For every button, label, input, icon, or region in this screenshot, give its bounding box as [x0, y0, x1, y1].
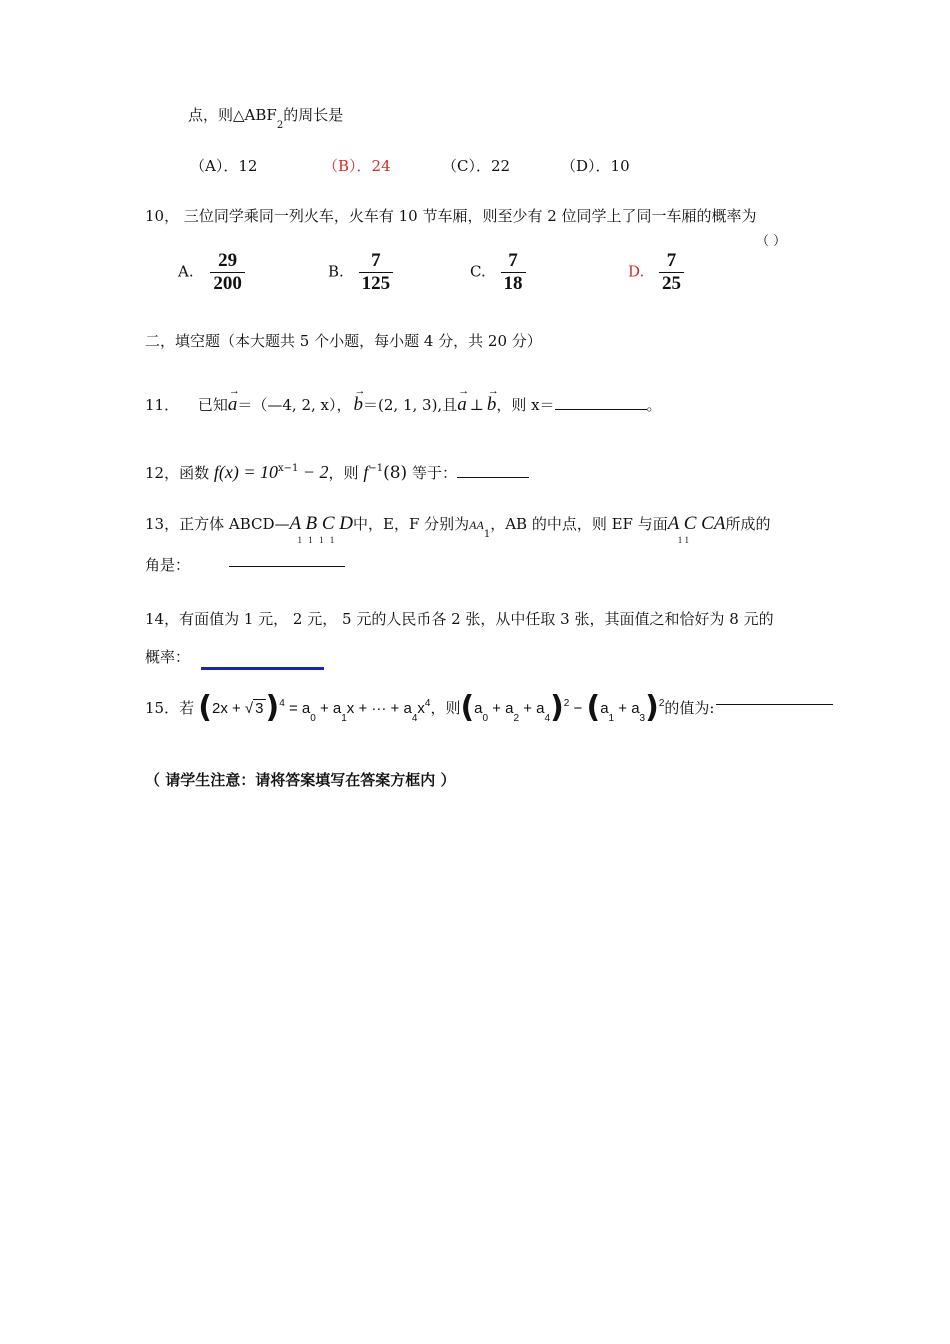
q13-answer-blank[interactable] [229, 552, 345, 567]
q12-answer-blank[interactable] [457, 477, 529, 478]
fraction: $\frac{7}{125}$ [359, 250, 394, 295]
q15-answer-blank[interactable] [716, 690, 833, 705]
q9-option-c: （C）．22 [442, 157, 511, 175]
q9-option-a: （A）．12 [190, 157, 258, 175]
q14-line1: 14，有面值为 1 元， 2 元， 5 元的人民币各 2 张，从中任取 3 张，其面值之和恰好为 8 元的 [145, 610, 774, 628]
q10-answer-paren: （ ） [756, 234, 787, 249]
q9-stem: 点，则$\triangle ABF_2$的周长是 [188, 106, 344, 131]
q10-option-c: C. $\frac{7}{18}$ [470, 250, 526, 295]
q9-option-d: （D）．10 [561, 157, 630, 175]
vector-a: → a [228, 394, 238, 416]
q14-answer-blank[interactable] [201, 652, 324, 670]
vector-b: → b [354, 394, 364, 416]
q13: 13，正方体 ABCD—A B C D 1 1 1 1 中，E，F 分别为$AA_1$，AB 的中点，则 EF 与面A C CA 1 1 所成的 [145, 513, 771, 545]
q10-stem: 10， 三位同学乘同一列火车，火车有 10 节车厢，则至少有 2 位同学上了同一车厢的概率为 [145, 207, 757, 225]
fraction: $\frac{7}{18}$ [501, 250, 526, 295]
q10-option-a: A. $\frac{29}{200}$ [178, 250, 245, 295]
q11-answer-blank[interactable] [555, 409, 647, 410]
section-title: 二，填空题（本大题共 5 个小题，每小题 4 分，共 20 分） [145, 332, 542, 350]
vector-a: → a [457, 394, 467, 416]
q14-line2: 概率： [145, 648, 191, 666]
q11: 11． 已知→ a＝（—4, 2, x），→ b＝(2, 1, 3),且→ a ⊥→ b，则 x＝ 。 [145, 394, 662, 416]
q9-option-b: （B）．24 [323, 157, 391, 175]
q15: 15．若 (2x + √ $3)^4 = a_0 + a_1x$ + ··· + $a_4x^4$，则$(a_0 + a_2 + a_4)^2 - (a_1 + a_3)^2$的值为: [145, 690, 715, 725]
vector-b: → b [487, 394, 497, 416]
q13-line2: 角是： [145, 556, 191, 574]
q12: 12，函数 $f(x) = 10^{x-1} - 2$，则 $f^{-1}(8)$ 等于： [145, 462, 529, 483]
student-note: （ 请学生注意：请将答案填写在答案方框内 ） [145, 771, 456, 789]
q10-option-d: D. $\frac{7}{25}$ [628, 250, 684, 295]
fraction: $\frac{7}{25}$ [659, 250, 684, 295]
fraction: $\frac{29}{200}$ [210, 250, 245, 295]
q10-option-b: B. $\frac{7}{125}$ [328, 250, 393, 295]
